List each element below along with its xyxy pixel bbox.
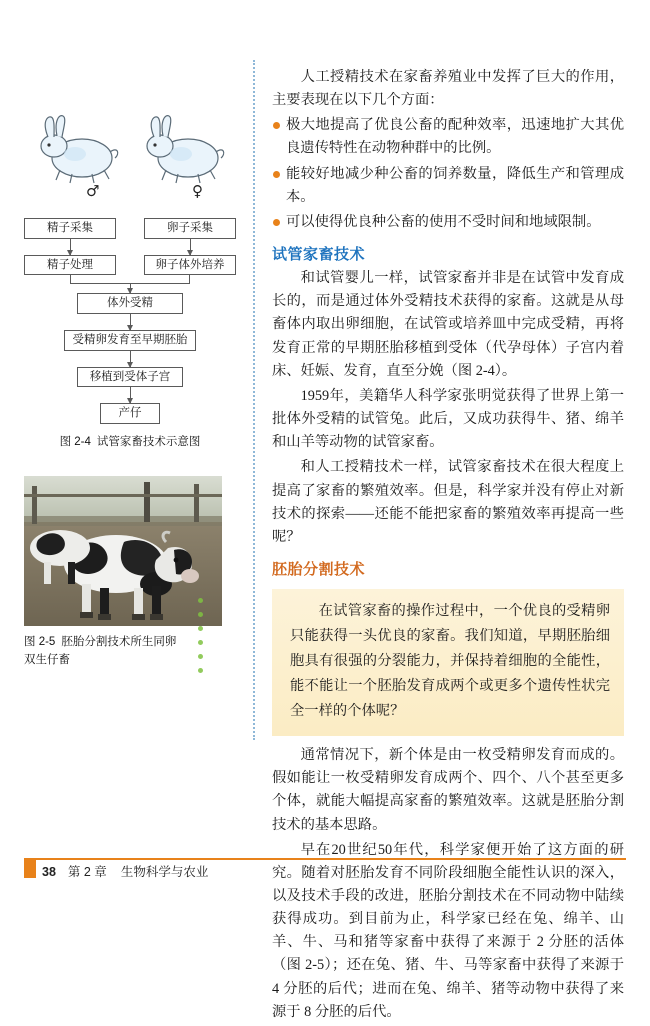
flow-row-process [24,255,236,276]
left-column [24,108,236,670]
paragraph-6: 早在20世纪50年代，科学家便开始了这方面的研究。随着对胚胎发育不同阶段细胞全能性认识的深入，以及技术手段的改进，胚胎分割技术在不同动物中陆续获得成功。到目前为止，科学家已经在兔、绵羊、山羊、牛、马和猪等家畜中获得了来源于 2 分胚的活体（图 2-5）；还在兔、猪、牛、马等家畜中获得了来源于 4 分胚的后代；进而在兔、绵羊、猪等动物中获得了来源于 8 分胚的后代。 [272,841,624,1020]
bullet-item-1: 极大地提高了优良公畜的配种效率，迅速地扩大其优良遗传特性在动物种群中的比例。 [272,114,624,160]
paragraph-4: 和人工授精技术一样，试管家畜技术在很大程度上提高了家畜的繁殖效率。但是，科学家并没有停止对新技术的探索——还能不能把家畜的繁殖效率再提高一些呢？ [272,459,624,545]
figure2-caption-line1: 胚胎分割技术所生同卵 [61,635,177,648]
flow-node-in-vitro-fertilization: 体外受精 [77,293,183,314]
paragraph-3: 1959年，美籍华人科学家张明觉获得了世界上第一批体外受精的试管兔。此后，又成功获得牛、猪、绵羊和山羊等动物的试管家畜。 [272,387,624,451]
flow-row-collect [24,218,236,239]
thought-question-text: 在试管家畜的操作过程中，一个优良的受精卵只能获得一头优良的家畜。我们知道，早期胚胎细胞具有很强的分裂能力，并保持着细胞的全能性，能不能让一个胚胎发育成两个或更多个遗传性状完全一样的个体呢？ [290,602,610,720]
flow-node-embryo-transfer: 移植到受体子宫 [77,367,183,388]
footer-text [42,862,208,880]
rabbit-illustration [24,108,236,212]
bullet-item-2: 能较好地减少种公畜的饲养数量，降低生产和管理成本。 [272,163,624,209]
chapter-label: 第 2 章 [67,865,107,879]
page-footer [24,858,626,884]
flow-node-zygote-development: 受精卵发育至早期胚胎 [64,330,196,351]
paragraph-2: 和试管婴儿一样，试管家畜并非是在试管中发育成长的，而是通过体外受精技术获得的家畜。这就是从母畜体内取出卵细胞，在试管或培养皿中完成受精，再将发育正常的早期胚胎移植到受体（代孕母体）子宫内着床、妊娠、发育，直至分娩（图 2-4）。 [272,270,624,379]
paragraph-1: 人工授精技术在家畜养殖业中发挥了巨大的作用，主要表现在以下几个方面： [272,69,624,109]
column-divider [253,60,255,740]
section-heading-embryo-splitting: 胚胎分割技术 [272,560,366,578]
footer-rule [24,858,626,860]
female-symbol: ♀ [192,182,203,200]
figure1-caption-number: 图 2-4 [59,435,91,448]
female-rabbit-icon [136,108,232,193]
flow-arrow-2 [24,314,236,330]
flow-node-birth: 产仔 [100,403,160,424]
flow-node-sperm-collect: 精子采集 [24,218,116,239]
flow-merge [24,275,236,293]
flow-node-egg-culture: 卵子体外培养 [144,255,236,276]
flow-arrow-3 [24,351,236,367]
flow-node-egg-collect: 卵子采集 [144,218,236,239]
cow-photograph [24,476,222,626]
footer-accent-bar [24,860,36,878]
figure2-caption-line2: 双生仔畜 [24,653,70,666]
flow-arrow-4 [24,387,236,403]
paragraph-5: 通常情况下，新个体是由一枚受精卵发育而成的。假如能让一枚受精卵发育成两个、四个、八个甚至更多个体，就能大幅提高家畜的繁殖效率。这就是胚胎分割技术的基本思路。 [272,747,624,833]
chapter-title: 生物科学与农业 [120,865,209,879]
male-symbol: ♂ [86,182,100,200]
flow-node-sperm-process: 精子处理 [24,255,116,276]
figure2-caption-number: 图 2-5 [24,635,56,648]
page-number: 38 [42,865,56,879]
flow-arrows-1 [24,239,236,255]
figure1-caption-text: 试管家畜技术示意图 [96,435,201,448]
thought-question-box [272,589,624,736]
section-heading-test-tube-livestock: 试管家畜技术 [272,246,366,264]
decorative-dots [198,598,208,660]
male-rabbit-icon [30,108,126,193]
bullet-item-3: 可以使得优良种公畜的使用不受时间和地域限制。 [272,211,624,234]
flowchart [24,218,236,424]
figure1-caption [24,434,236,450]
